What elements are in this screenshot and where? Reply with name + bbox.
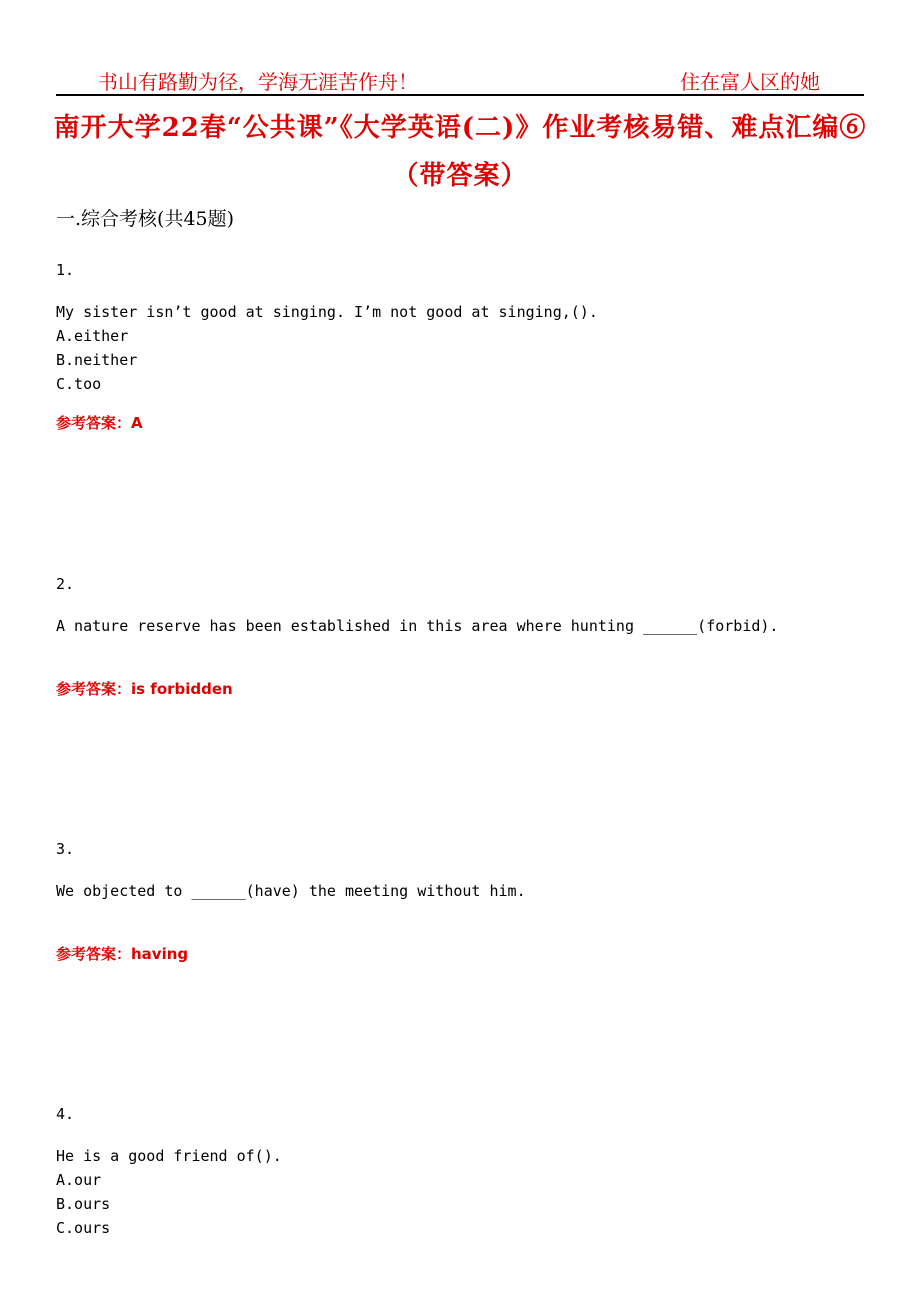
answer-3: 参考答案：having bbox=[56, 945, 189, 963]
answer-1: 参考答案：A bbox=[56, 414, 143, 432]
question-stem: My sister isn’t good at singing. I’m not good at singing,(). bbox=[56, 303, 598, 321]
question-number: 1. bbox=[56, 261, 75, 279]
option-a: A.either bbox=[56, 327, 129, 345]
question-stem: He is a good friend of(). bbox=[56, 1147, 282, 1165]
page-header bbox=[56, 64, 864, 96]
question-number: 3. bbox=[56, 840, 75, 858]
section-title: 一.综合考核(共45题) bbox=[56, 208, 235, 230]
question-4 bbox=[56, 1102, 856, 1240]
question-3 bbox=[56, 837, 856, 903]
document-title: 南开大学22春“公共课”《大学英语(二)》作业考核易错、难点汇编⑥（带答案） bbox=[53, 113, 867, 191]
question-2 bbox=[56, 572, 856, 638]
answer-2: 参考答案：is forbidden bbox=[56, 680, 233, 698]
question-1 bbox=[56, 258, 856, 396]
option-a: A.our bbox=[56, 1171, 102, 1189]
header-motto: 书山有路勤为径，学海无涯苦作舟！ bbox=[98, 70, 418, 94]
question-number: 4. bbox=[56, 1105, 75, 1123]
header-tagline: 住在富人区的她 bbox=[680, 70, 820, 94]
option-c: C.ours bbox=[56, 1219, 111, 1237]
option-b: B.neither bbox=[56, 351, 138, 369]
option-c: C.too bbox=[56, 375, 102, 393]
option-b: B.ours bbox=[56, 1195, 111, 1213]
question-stem: We objected to ______(have) the meeting without him. bbox=[56, 882, 526, 900]
question-number: 2. bbox=[56, 575, 75, 593]
question-stem: A nature reserve has been established in this area where hunting ______(forbid). bbox=[56, 617, 779, 635]
